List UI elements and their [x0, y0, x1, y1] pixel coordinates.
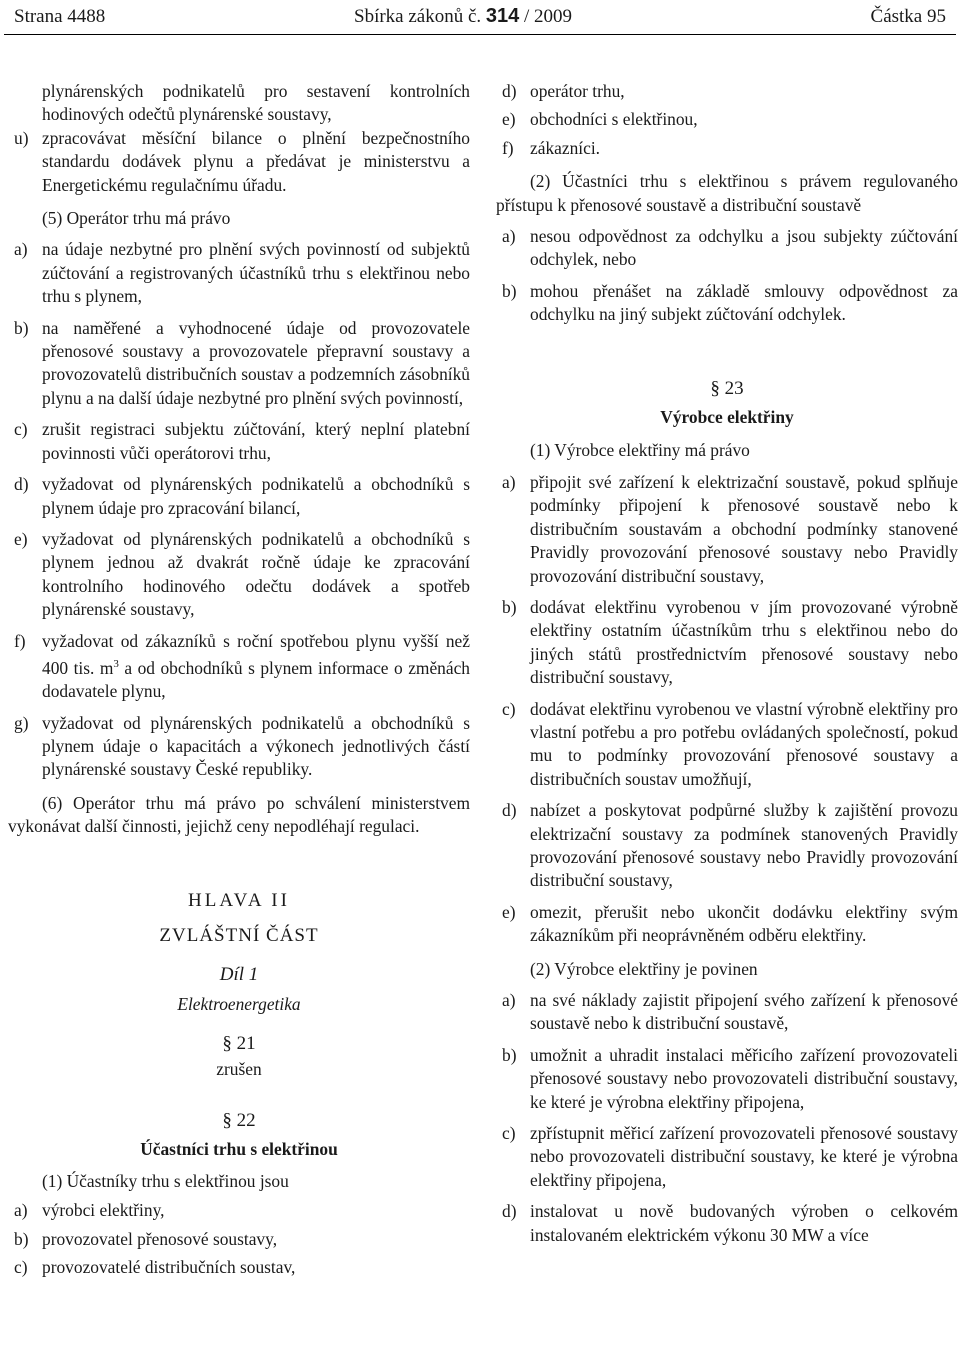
list-item — [8, 630, 470, 704]
item-text — [42, 631, 470, 702]
chapter-heading: HLAVA II — [188, 889, 290, 911]
section-22: § 22 — [222, 1110, 256, 1132]
list-item — [8, 712, 470, 782]
list-item — [496, 1122, 958, 1192]
item-text: zpřístupnit měřicí zařízení provozovateli přenosové soustavy nebo provozovateli distribuční soustavy, ke které je výrobna elektřiny připojena, — [530, 1123, 958, 1190]
left-column — [8, 80, 470, 1279]
list-item — [496, 1200, 958, 1247]
list-item — [8, 1256, 470, 1279]
item-text: dodávat elektřinu vyrobenou ve vlastní výrobně elektřiny pro vlastní potřebu a pro potřebu ovládaných společností, pokud mu to podmínky provozování přenosové soustavy a distribučních soustav umožňují, — [530, 698, 958, 789]
list-item — [8, 528, 470, 622]
item-text: nabízet a poskytovat podpůrné služby k zajištění provozu elektrizační soustavy za podmínek stanovených Pravidly provozování přenosové soustavy nebo Pravidly provozování distribuční soustavy, — [530, 800, 958, 891]
item-text: na naměřené a vyhodnocené údaje od provozovatele přenosové soustavy a provozovatele přepravní soustavy a provozovatelů distribučních soustav a podzemních zásobníků plynu a na další údaje nezbytné pro plnění svých povinností, — [42, 317, 470, 408]
list-item — [496, 989, 958, 1036]
item-text: výrobci elektřiny, — [42, 1200, 165, 1221]
superscript: 3 — [113, 657, 119, 670]
list-item — [8, 238, 470, 308]
list-item — [8, 127, 470, 197]
item-mark: e) — [502, 901, 516, 922]
section-23-title: Výrobce elektřiny — [660, 407, 794, 428]
list-item — [496, 901, 958, 948]
issue-number: Částka 95 — [870, 6, 946, 27]
paragraph-2: (2) Účastníci trhu s elektřinou s právem regulovaného přístupu k přenosové soustavě a distribuční soustavě — [496, 171, 958, 215]
collection-prefix: Sbírka zákonů č. — [354, 6, 486, 27]
item-text: provozovatel přenosové soustavy, — [42, 1228, 278, 1249]
item-mark: a) — [502, 471, 516, 492]
item-mark: b) — [502, 280, 517, 301]
item-mark: c) — [502, 1123, 516, 1144]
item-mark: f) — [14, 630, 26, 651]
item-mark: c) — [14, 419, 28, 440]
page-number: Strana 4488 — [14, 6, 106, 27]
item-mark: d) — [502, 800, 517, 821]
list-item — [496, 280, 958, 327]
item-text: provozovatelé distribučních soustav, — [42, 1257, 296, 1278]
page-header — [0, 0, 960, 36]
item-mark: d) — [14, 474, 29, 495]
list-item — [496, 799, 958, 893]
item-mark: b) — [14, 1228, 29, 1249]
list-item — [8, 418, 470, 465]
item-mark: d) — [502, 1201, 517, 1222]
section-22-title: Účastníci trhu s elektřinou — [140, 1139, 338, 1160]
collection-title — [354, 5, 572, 28]
paragraph-1: (1) Výrobce elektřiny má právo — [530, 440, 750, 461]
item-mark: g) — [14, 712, 29, 733]
item-text: připojit své zařízení k elektrizační soustavě, pokud splňuje podmínky připojení k přenosové soustavě nebo k distribučním soustavám a obchodní podmínky stanovené Pravidly provozování přenosové soustavy nebo Pravidly provozování distribuční soustavy, — [530, 471, 958, 586]
list-item — [8, 473, 470, 520]
right-column — [496, 80, 958, 1247]
item-text: dodávat elektřinu vyrobenou v jím provozované výrobně elektřiny ostatním účastníkům trhu s elektřinou nebo do jiných států prostřednictvím přenosové soustavy nebo distribuční soustavy, — [530, 596, 958, 688]
list-item — [496, 1044, 958, 1114]
item-text-part: vyžadovat od zákazníků s roční spotřebou plynu vyšší než 400 tis. m — [42, 630, 470, 678]
item-text-part: a od obchodníků s plynem informace o změnách dodavatele plynu, — [42, 657, 470, 702]
item-mark: u) — [14, 127, 29, 148]
item-mark: d) — [502, 81, 517, 101]
list-item — [496, 225, 958, 272]
item-mark: b) — [14, 317, 29, 338]
item-text: zákazníci. — [530, 137, 600, 158]
item-mark: b) — [502, 1044, 517, 1065]
item-text: mohou přenášet na základě smlouvy odpovědnost za odchylku na jiný subjekt zúčtování odchylek. — [530, 280, 958, 325]
item-mark: e) — [502, 109, 516, 130]
item-text: umožnit a uhradit instalaci měřicího zařízení provozovateli přenosové soustavy nebo provozovateli distribuční soustavy, ke které je výrobna elektřiny připojena, — [530, 1044, 958, 1112]
list-item — [8, 317, 470, 411]
item-text: instalovat u nově budovaných výroben o celkovém instalovaném elektrickém výkonu 30 MW a více — [530, 1201, 958, 1245]
item-text: na své náklady zajistit připojení svého zařízení k přenosové soustavě nebo k distribuční soustavě, — [530, 990, 958, 1034]
item-text: operátor trhu, — [530, 81, 625, 101]
list-item — [496, 137, 958, 160]
continued-item: plynárenských podnikatelů pro sestavení kontrolních hodinových odečtů plynárenské soustavy, — [42, 81, 470, 125]
item-mark: e) — [14, 528, 28, 549]
item-mark: b) — [502, 596, 517, 617]
item-mark: c) — [502, 698, 516, 719]
item-mark: a) — [502, 226, 516, 247]
list-item — [496, 80, 958, 103]
item-text: vyžadovat od plynárenských podnikatelů a obchodníků s plynem údaje pro zpracování bilancí, — [42, 474, 470, 518]
item-text: vyžadovat od plynárenských podnikatelů a obchodníků s plynem jednou až dvakrát ročně údaje ke zpracování kontrolního hodinového odečtu dodávek a spotřeb plynárenské soustavy, — [42, 528, 470, 620]
list-item — [8, 1228, 470, 1251]
item-text: zrušit registraci subjektu zúčtování, který neplní platební povinnosti vůči operátorovi trhu, — [42, 419, 470, 463]
paragraph-5: (5) Operátor trhu má právo — [42, 208, 231, 229]
part-heading: ZVLÁŠTNÍ ČÁST — [159, 924, 319, 946]
item-text: zpracovávat měsíční bilance o plnění bezpečnostního standardu dodávek plynu a předávat je ministerstvu a Energetickému regulačnímu úřadu. — [42, 127, 470, 195]
paragraph-2: (2) Výrobce elektřiny je povinen — [530, 958, 758, 979]
list-item — [496, 471, 958, 588]
section-23: § 23 — [710, 377, 744, 399]
item-mark: f) — [502, 137, 514, 158]
item-text: obchodníci s elektřinou, — [530, 109, 698, 130]
item-mark: a) — [14, 239, 28, 260]
division-heading: Díl 1 — [219, 964, 259, 986]
list-item — [496, 596, 958, 690]
paragraph-6: (6) Operátor trhu má právo po schválení ministerstvem vykonávat další činnosti, jejichž ceny nepodléhají regulaci. — [8, 792, 470, 837]
section-21: § 21 — [222, 1033, 256, 1055]
paragraph-1: (1) Účastníky trhu s elektřinou jsou — [42, 1170, 289, 1191]
item-text: nesou odpovědnost za odchylku a jsou subjekty zúčtování odchylek, nebo — [530, 226, 958, 270]
section-21-status: zrušen — [216, 1058, 262, 1079]
list-item — [496, 108, 958, 131]
item-text: vyžadovat od plynárenských podnikatelů a obchodníků s plynem údaje o kapacitách a výkonech jednotlivých částí plynárenské soustavy České republiky. — [42, 712, 470, 780]
item-text: omezit, přerušit nebo ukončit dodávku elektřiny svým zákazníkům při neoprávněném odběru elektřiny. — [530, 901, 958, 946]
item-mark: c) — [14, 1257, 28, 1278]
law-number: 314 — [485, 5, 520, 27]
header-rule — [4, 34, 956, 35]
item-mark: a) — [14, 1200, 28, 1221]
item-mark: a) — [502, 990, 516, 1010]
item-text: na údaje nezbytné pro plnění svých povinností od subjektů zúčtování a registrovaných účastníků trhu s elektřinou nebo trhu s plynem, — [42, 239, 470, 307]
list-item — [8, 1199, 470, 1222]
division-name: Elektroenergetika — [177, 993, 301, 1014]
collection-year: / 2009 — [519, 6, 573, 27]
list-item — [496, 698, 958, 792]
